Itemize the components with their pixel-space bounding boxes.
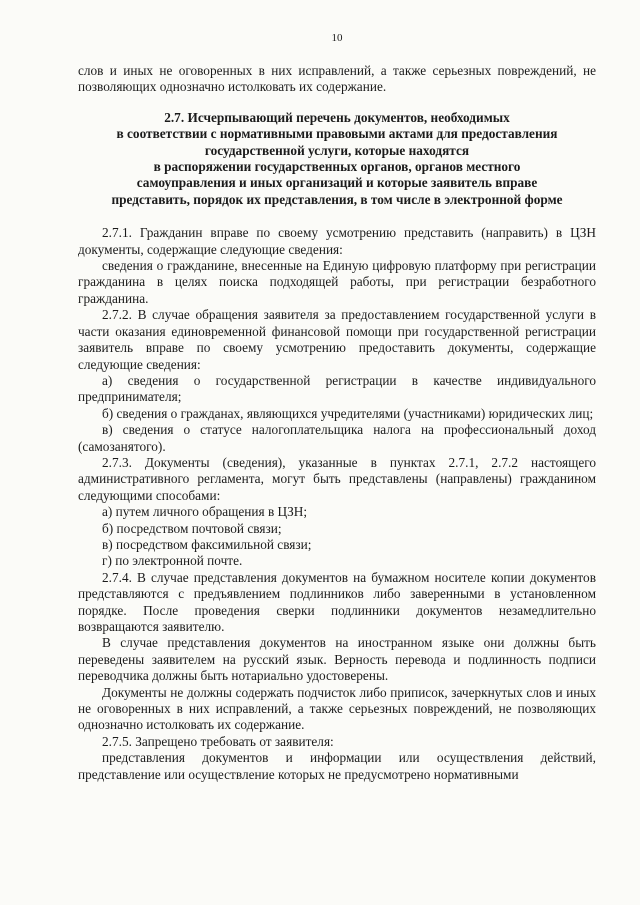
section-title-line: представить, порядок их представления, в том числе в электронной форме	[111, 191, 563, 207]
method-item-b: б) посредством почтовой связи;	[102, 520, 282, 536]
paragraph-2-7-4: 2.7.4. В случае представления документов на бумажном носителе копии документов представляются с предъявлением подлинников либо заверенными в установленном порядке. После проведения сверки подлинники документов незамедлительно возвращаются заявителю.	[78, 569, 596, 634]
method-item-g: г) по электронной почте.	[102, 553, 243, 569]
list-item-a: а) сведения о государственной регистрации в качестве индивидуального предпринимателя;	[78, 372, 596, 405]
paragraph-2-7-1: 2.7.1. Гражданин вправе по своему усмотрению представить (направить) в ЦЗН документы, содержащие следующие сведения:	[78, 225, 596, 257]
list-item-b: б) сведения о гражданах, являющихся учредителями (участниками) юридических лиц;	[102, 405, 594, 421]
section-title-line: государственной услуги, которые находятся	[204, 142, 470, 158]
paragraph-no-corrections: Документы не должны содержать подчисток либо приписок, зачеркнутых слов и иных не оговоренных в них исправлений, а также серьезных повреждений, не позволяющих однозначно истолковать их содержание.	[78, 684, 596, 733]
paragraph-prohibited: представления документов и информации или осуществления действий, представление или осуществление которых не предусмотрено нормативными	[78, 750, 596, 782]
intro-paragraph: слов и иных не оговоренных в них исправлений, а также серьезных повреждений, не позволяющих однозначно истолковать их содержание.	[78, 63, 596, 95]
paragraph-foreign-language: В случае представления документов на иностранном языке они должны быть переведены заявителем на русский язык. Верность перевода и подлинность подписи переводчика должны быть нотариально удостоверены.	[78, 635, 596, 684]
paragraph-2-7-2: 2.7.2. В случае обращения заявителя за предоставлением государственной услуги в части оказания единовременной финансовой помощи при государственной регистрации заявитель вправе по своему усмотрению предоставить документы, содержащие следующие сведения:	[78, 307, 596, 372]
page-number: 10	[331, 32, 343, 44]
section-title-line: 2.7. Исчерпывающий перечень документов, необходимых	[164, 109, 510, 125]
section-title-line: самоуправления и иных организаций и которые заявитель вправе	[136, 175, 538, 191]
section-title-line: в распоряжении государственных органов, органов местного	[153, 159, 521, 175]
method-item-v: в) посредством факсимильной связи;	[102, 536, 312, 552]
method-item-a: а) путем личного обращения в ЦЗН;	[102, 504, 308, 520]
list-item-v: в) сведения о статусе налогоплательщика налога на профессиональный доход (самозанятого).	[78, 422, 596, 454]
paragraph-2-7-5: 2.7.5. Запрещено требовать от заявителя:	[102, 733, 334, 749]
section-title	[78, 110, 596, 208]
paragraph-info-list: сведения о гражданине, внесенные на Единую цифровую платформу при регистрации гражданина в целях поиска подходящей работы, при регистрации безработного гражданина.	[78, 258, 596, 306]
paragraph-2-7-3: 2.7.3. Документы (сведения), указанные в пунктах 2.7.1, 2.7.2 настоящего административного регламента, могут быть представлены (направлены) гражданином следующими способами:	[78, 454, 596, 503]
section-title-line: в соответствии с нормативными правовыми актами для предоставления	[116, 126, 558, 142]
